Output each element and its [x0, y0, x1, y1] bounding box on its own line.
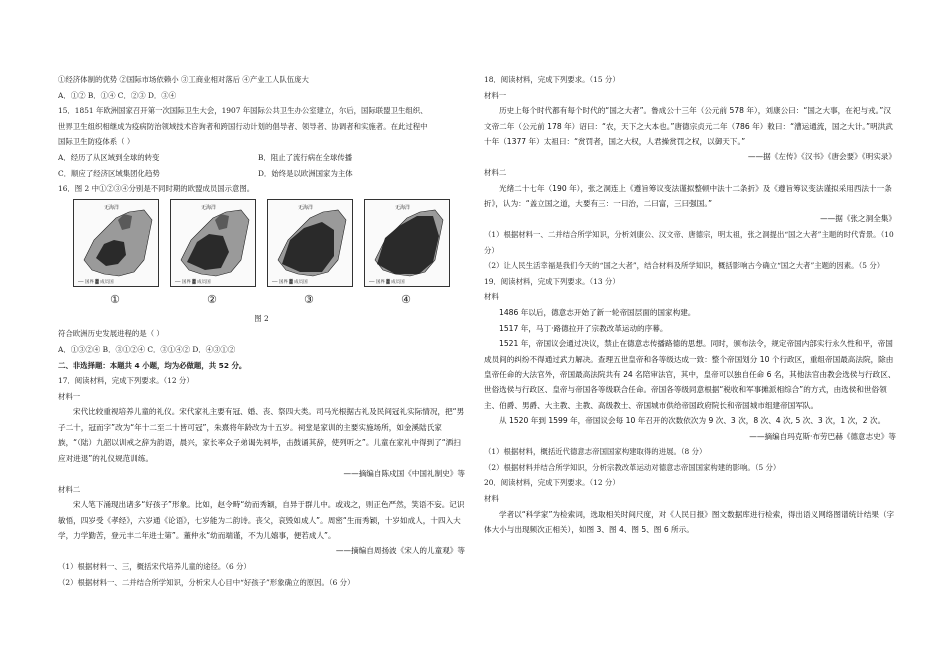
q19-heading: 19．阅读材料，完成下列要求。（13 分）	[484, 276, 620, 286]
q19-paragraph-1: 1486 年以后，德意志开始了新一轮帝国层面的国家构建。	[499, 307, 696, 317]
q20-material-text: 学者以“科学家”为检索词，选取相关时间尺度，对《人民日报》图文数据库进行检索，得出语义网络图谱统计结果（字体大小与出现频次正相关），如图 3、图 4、图 5、图 6 所示。	[484, 509, 895, 534]
q18-requirement-2: （2）让人民生活幸福是我们今天的“国之大者”，结合材料及所学知识，概括影响古今确立“国之大者”主题的因素。（5 分）	[484, 261, 885, 271]
q15-stem-line3: 国际卫生防疫体系（ ）	[58, 137, 135, 147]
eu-map-2	[170, 199, 256, 287]
q19-paragraph-3: 1521 年，帝国议会通过决议，禁止在德意志传播路德的思想。同时，颁布法令，规定帝国内部实行永久性和平，帝国成员间的纠纷不得通过武力解决。查理五世皇帝和各等级达成一致：整个帝国划分 10 个行政区，重组帝国最高法院，除由皇帝任命的大法官外，帝国最高法院共有 24 名陪审法官，其中，皇帝可以独自任命 6 名，其他法官由教会选侯与行政区、世俗选侯与行政区、皇帝与帝国各等级联合任命。帝国各等级同意根据“税收和军事摊派相综合”的方式，由选侯和世俗领主、伯爵、男爵、大主教、主教、高级教士、帝国城市供给帝国政府院长和帝国城市组建帝国军队。	[484, 339, 896, 410]
q15-options-row1	[58, 150, 465, 166]
eu-map-1	[73, 199, 159, 287]
q15-option-d: D．始终是以欧洲国家为主体	[258, 168, 353, 178]
q16-question: 符合欧洲历史发展进程的是（ ）	[58, 329, 164, 339]
q17-material1-source: ——摘编自陈戍国《中国礼制史》等	[343, 468, 465, 478]
q18-material1-text: 历史上每个时代都有每个时代的“国之大者”。鲁成公十三年（公元前 578 年），刘康公曰：“国之大事，在祀与戎。”汉文帝二年（公元前 178 年）诏曰：“农，天下之大本也。”唐德宗贞元二年（786 年）敕曰：“漕运通流，国之大计。”明洪武十年（1377 年）太祖曰：“赏罚者，国之大权，人君操赏罚之权，以御天下。”	[484, 106, 893, 146]
right-column	[484, 72, 896, 537]
left-column	[58, 72, 465, 590]
eu-map-3	[267, 199, 353, 287]
q17-material1-text: 宋代比较重视培养儿童的礼仪。宋代家礼主要有冠、婚、丧、祭四大类。司马光根据古礼及民间冠礼实际情况，把“男子二十，冠而字”改为“年十二至二十皆可冠”，朱熹将年龄改为十五岁。祠堂是家训的主要实施场所，如金溪陆氏家族，“（陆）九韶以训戒之辞为韵语，晨兴，家长率众子弟谒先祠毕，击鼓诵其辞，使列听之”。儿童在家礼中得到了“洒扫应对进退”的礼仪规范训练。	[58, 407, 465, 463]
q18-requirement-1: （1）根据材料一、二并结合所学知识，分析刘康公、汉文帝、唐德宗，明太祖，张之洞提出“国之大者”主题的时代背景。（10 分）	[484, 230, 894, 255]
q15-stem-line1: 15．1851 年欧洲国家召开第一次国际卫生大会，1907 年国际公共卫生办公室建立，尔后，国际联盟卫生组织、	[58, 106, 428, 116]
q15-option-a: A．经历了从区域到全球的转变	[58, 152, 160, 162]
q18-heading: 18．阅读材料，完成下列要求。（15 分）	[484, 75, 620, 84]
q17-material2-text: 宋人笔下涌现出诸多“好孩子”形象。比如，赵令畤“幼而秀颖，自异于群儿中。或戏之，则正色严然，笑语不妄。记识敏悟，四岁受《孝经》，六岁通《论语》，七岁能为二韵诗。丧父，哀毁如成人”。周密“生而秀颖，十岁如成人，十四入大学，力学勤苦，登元丰二年进士第”。董仲永“幼而端谨，不为儿嬉事，便若成人”。	[58, 500, 465, 540]
q19-source: ——摘编自玛克斯·布劳巴赫《德意志史》等	[749, 431, 896, 441]
q19-paragraph-2: 1517 年，马丁·路德拉开了宗教改革运动的序幕。	[499, 323, 668, 333]
q17-material2-label: 材料二	[58, 484, 81, 494]
eu-maps-figure	[58, 199, 465, 311]
q17-material2-source: ——摘编自周扬波《宋人的儿童观》等	[335, 546, 465, 556]
q15-option-c: C．顺应了经济区域集团化趋势	[58, 168, 160, 178]
map-legend-4: ── 国界 ▓ 成员国	[369, 279, 405, 285]
map-number-2: ②	[207, 292, 217, 306]
q19-paragraph-4: 从 1520 年到 1599 年，帝国议会每 10 年召开的次数依次为 9 次、3 次，8 次、4 次, 5 次、3 次，1 次，2 次。	[499, 416, 886, 426]
eu-map-4	[364, 199, 450, 287]
q18-material2-text: 光绪二十七年（190 年），张之洞连上《遵旨筹议变法谨拟整顿中法十二条折》及《遵旨筹议变法谨拟采用西法十一条折》，认为：“盖立国之道，大要有三：一曰治，二曰富，三曰强国。”	[484, 183, 892, 208]
map-legend-1: ── 国界 ▓ 成员国	[78, 279, 114, 285]
q17-heading: 17．阅读材料，完成下列要求。（12 分）	[58, 376, 194, 386]
q18-material1-label: 材料一	[484, 90, 507, 100]
q14-choices: A．①② B．①④ C．②③ D．③④	[58, 90, 177, 100]
map-legend-2: ── 国界 ▓ 成员国	[175, 279, 211, 285]
q16-choices: A．①③②④ B．③①②④ C．③①④② D．④③①②	[58, 344, 236, 354]
q14-options-row: ①经济体制的优势 ②国际市场依赖小 ③工商业相对落后 ④产业工人队伍庞大	[58, 75, 309, 84]
q17-material1-label: 材料一	[58, 391, 81, 401]
q20-heading: 20．阅读材料，完成下列要求。（12 分）	[484, 478, 620, 488]
map-label-1: 无海洋	[104, 204, 120, 211]
q18-material2-label: 材料二	[484, 168, 507, 177]
q19-requirement-1: （1）根据材料，概括近代德意志帝国国家构建取得的进展。（8 分）	[484, 447, 707, 457]
map-number-4: ④	[401, 292, 411, 306]
q20-material-label: 材料	[484, 493, 499, 503]
map-label-2: 无海洋	[201, 204, 217, 211]
map-number-3: ③	[304, 292, 314, 306]
q17-requirement-2: （2）根据材料一、二并结合所学知识，分析宋人心目中“好孩子”形象确立的原因。（6 分）	[58, 577, 355, 587]
map-number-1: ①	[110, 292, 120, 306]
q18-material1-source: ——据《左传》《汉书》《唐会要》《明实录》	[747, 152, 896, 162]
q15-option-b: B．阻止了流行病在全球传播	[258, 152, 353, 162]
q17-requirement-1: （1）根据材料一、三，概括宋代培养儿童的途径。（6 分）	[58, 561, 251, 571]
map-label-4: 无海洋	[395, 204, 411, 211]
q18-material2-source: ——据《张之洞全集》	[820, 214, 896, 224]
q15-stem-line2: 世界卫生组织相继成为疫病防治领域技术咨询者和跨国行动计划的倡导者、领导者、协调者和实施者。在此过程中	[58, 121, 428, 131]
q16-stem: 16．图 2 中①②③④分别是不同时期的欧盟成员国示意图。	[58, 184, 255, 194]
section-2-title: 二、非选择题：本题共 4 小题，均为必做题，共 52 分。	[58, 360, 247, 370]
map-legend-3: ── 国界 ▓ 成员国	[272, 279, 308, 285]
q19-material-label: 材料	[484, 292, 499, 302]
map-label-3: 无海洋	[298, 204, 314, 211]
figure-caption: 图 2	[254, 313, 269, 323]
q15-options-row2	[58, 166, 465, 182]
q19-requirement-2: （2）根据材料并结合所学知识，分析宗教改革运动对德意志帝国国家构建的影响。（5 分）	[484, 462, 781, 472]
